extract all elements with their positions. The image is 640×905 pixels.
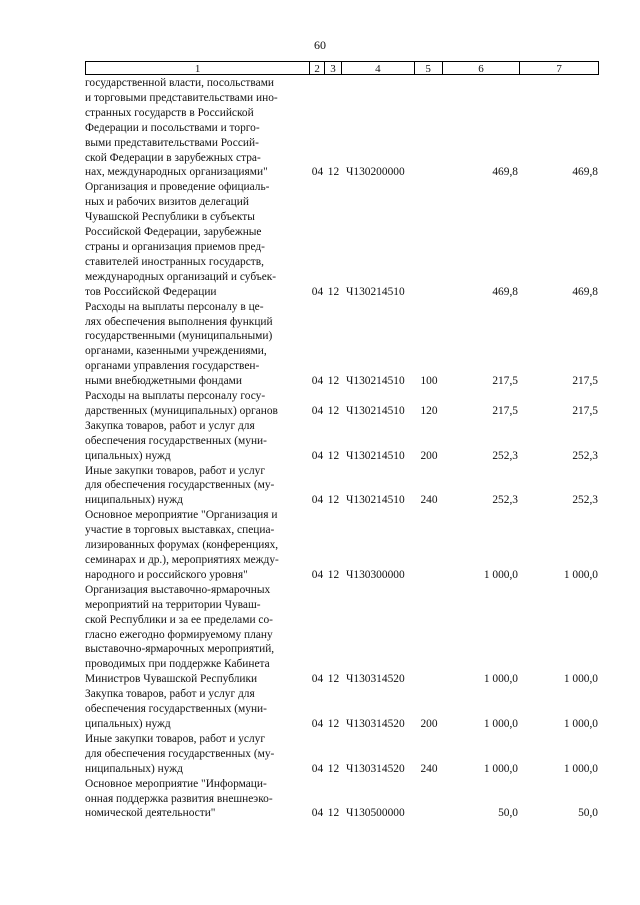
- row-target-article: Ч130500000: [346, 807, 405, 820]
- row-subsection: 12: [327, 404, 340, 417]
- row-description: [85, 732, 310, 777]
- description-line: Расходы на выплаты персоналу в це-: [85, 300, 264, 313]
- description-line: органами управления государствен-: [85, 360, 260, 373]
- description-line: проводимых при поддержке Кабинета: [85, 658, 270, 671]
- description-line: государственной власти, посольствами: [85, 77, 274, 89]
- table-row: [85, 464, 599, 509]
- row-subsection: 12: [327, 717, 340, 730]
- row-target-article: Ч130214510: [346, 494, 405, 507]
- table-row: [85, 687, 599, 732]
- description-line: нах, международных организациями": [85, 166, 268, 179]
- description-line: тов Российской Федерации: [85, 285, 217, 298]
- description-line: лях обеспечения выполнения функций: [85, 315, 273, 328]
- description-line: Закупка товаров, работ и услуг для: [85, 688, 255, 701]
- description-line: Иные закупки товаров, работ и услуг: [85, 464, 266, 477]
- row-section: 04: [311, 166, 324, 179]
- description-line: для обеспечения государственных (му-: [85, 747, 275, 760]
- row-description: [85, 180, 310, 299]
- row-amount-1: 1 000,0: [483, 762, 518, 775]
- description-line: семинарах и др.), мероприятиях между-: [85, 554, 279, 566]
- row-section: 04: [311, 375, 324, 388]
- row-amount-1: 469,8: [492, 166, 518, 179]
- row-section: 04: [311, 807, 324, 820]
- description-line: для обеспечения государственных (му-: [85, 479, 275, 492]
- row-subsection: 12: [327, 807, 340, 820]
- description-line: Основное мероприятие "Организация и: [85, 509, 278, 522]
- row-amount-2: 50,0: [578, 807, 598, 820]
- header-col-1: 1: [86, 62, 310, 74]
- row-subsection: 12: [327, 762, 340, 775]
- description-line: ципальных) нужд: [85, 449, 171, 462]
- row-target-article: Ч130314520: [346, 762, 405, 775]
- description-line: участие в торговых выставках, специа-: [85, 524, 275, 537]
- table-row: [85, 76, 599, 180]
- header-col-2: 2: [310, 62, 325, 74]
- row-target-article: Ч130214510: [346, 375, 405, 388]
- row-amount-1: 469,8: [492, 285, 518, 298]
- row-expense-type: 240: [420, 762, 438, 775]
- row-section: 04: [311, 673, 324, 686]
- row-expense-type: 240: [420, 494, 438, 507]
- row-subsection: 12: [327, 673, 340, 686]
- row-subsection: 12: [327, 568, 340, 581]
- row-description: [85, 389, 310, 419]
- row-description: [85, 508, 310, 583]
- row-description: [85, 76, 310, 180]
- description-line: Министров Чувашской Республики: [85, 673, 258, 686]
- row-subsection: 12: [327, 375, 340, 388]
- description-line: государственными (муниципальными): [85, 330, 273, 343]
- description-line: странных государств в Российской: [85, 106, 254, 119]
- description-line: гласно ежегодно формируемому плану: [85, 628, 273, 641]
- row-section: 04: [311, 404, 324, 417]
- row-expense-type: 100: [420, 375, 438, 388]
- row-amount-2: 1 000,0: [563, 673, 598, 686]
- row-target-article: Ч130214510: [346, 449, 405, 462]
- description-line: номической деятельности": [85, 807, 216, 820]
- row-target-article: Ч130214510: [346, 404, 405, 417]
- description-line: страны и организация приемов пред-: [85, 240, 265, 253]
- row-subsection: 12: [327, 166, 340, 179]
- description-line: народного и российского уровня": [85, 568, 248, 581]
- description-line: ных и рабочих визитов делегаций: [85, 196, 249, 209]
- row-section: 04: [311, 762, 324, 775]
- description-line: Организация и проведение официаль-: [85, 181, 270, 194]
- description-line: Организация выставочно-ярмарочных: [85, 583, 271, 596]
- row-amount-1: 217,5: [492, 375, 518, 388]
- description-line: ставителей иностранных государств,: [85, 255, 264, 268]
- description-line: выставочно-ярмарочных мероприятий,: [85, 643, 275, 656]
- budget-table-body: [85, 76, 599, 821]
- description-line: Расходы на выплаты персоналу госу-: [85, 390, 266, 403]
- row-amount-2: 217,5: [572, 375, 598, 388]
- row-target-article: Ч130300000: [346, 568, 405, 581]
- table-row: [85, 300, 599, 389]
- row-amount-2: 252,3: [572, 494, 598, 507]
- row-subsection: 12: [327, 285, 340, 298]
- description-line: ской Федерации в зарубежных стра-: [85, 151, 261, 164]
- row-description: [85, 777, 310, 822]
- row-amount-2: 469,8: [572, 285, 598, 298]
- row-description: [85, 687, 310, 732]
- header-col-7: 7: [556, 63, 562, 75]
- table-row: [85, 389, 599, 419]
- row-amount-1: 252,3: [492, 494, 518, 507]
- row-section: 04: [311, 449, 324, 462]
- description-line: лизированных форумах (конференциях,: [85, 539, 279, 552]
- description-line: ниципальных) нужд: [85, 494, 183, 507]
- row-section: 04: [311, 285, 324, 298]
- row-description: [85, 300, 310, 389]
- row-amount-2: 1 000,0: [563, 762, 598, 775]
- description-line: ными внебюджетными фондами: [85, 375, 242, 388]
- header-col-4: 4: [342, 62, 415, 74]
- table-row: [85, 508, 599, 583]
- description-line: Российской Федерации, зарубежные: [85, 226, 262, 239]
- row-section: 04: [311, 568, 324, 581]
- row-expense-type: 200: [420, 449, 438, 462]
- description-line: дарственных (муниципальных) органов: [85, 404, 278, 417]
- description-line: органами, казенными учреждениями,: [85, 345, 267, 358]
- description-line: ниципальных) нужд: [85, 762, 183, 775]
- row-section: 04: [311, 717, 324, 730]
- table-header: [85, 61, 599, 75]
- row-amount-2: 469,8: [572, 166, 598, 179]
- row-amount-1: 1 000,0: [483, 673, 518, 686]
- row-target-article: Ч130200000: [346, 166, 405, 179]
- row-amount-1: 50,0: [498, 807, 518, 820]
- description-line: обеспечения государственных (муни-: [85, 703, 267, 716]
- description-line: выми представительствами Россий-: [85, 136, 259, 149]
- row-description: [85, 419, 310, 464]
- description-line: мероприятий на территории Чуваш-: [85, 598, 261, 611]
- description-line: Чувашской Республики в субъекты: [85, 211, 255, 224]
- row-target-article: Ч130314520: [346, 673, 405, 686]
- row-expense-type: 200: [420, 717, 438, 730]
- row-amount-1: 1 000,0: [483, 568, 518, 581]
- description-line: обеспечения государственных (муни-: [85, 434, 267, 447]
- header-col-6: 6: [443, 62, 521, 74]
- header-col-3: 3: [325, 62, 342, 74]
- row-amount-1: 252,3: [492, 449, 518, 462]
- row-amount-2: 1 000,0: [563, 568, 598, 581]
- table-row: [85, 180, 599, 299]
- row-amount-1: 1 000,0: [483, 717, 518, 730]
- row-section: 04: [311, 494, 324, 507]
- description-line: и торговыми представительствами ино-: [85, 91, 278, 104]
- description-line: онная поддержка развития внешнеэко-: [85, 792, 273, 805]
- row-amount-2: 252,3: [572, 449, 598, 462]
- header-col-5: 5: [415, 62, 443, 74]
- description-line: международных организаций и субъек-: [85, 270, 277, 283]
- description-line: Основное мероприятие "Информаци-: [85, 777, 267, 790]
- row-target-article: Ч130214510: [346, 285, 405, 298]
- table-row: [85, 777, 599, 822]
- row-subsection: 12: [327, 449, 340, 462]
- description-line: ципальных) нужд: [85, 717, 171, 730]
- row-description: [85, 464, 310, 509]
- row-amount-1: 217,5: [492, 404, 518, 417]
- row-expense-type: 120: [420, 404, 438, 417]
- table-row: [85, 583, 599, 687]
- description-line: ской Республики и за ее пределами со-: [85, 613, 273, 626]
- description-line: Закупка товаров, работ и услуг для: [85, 419, 255, 432]
- page-number: 60: [314, 38, 326, 52]
- row-amount-2: 217,5: [572, 404, 598, 417]
- row-amount-2: 1 000,0: [563, 717, 598, 730]
- table-row: [85, 419, 599, 464]
- row-target-article: Ч130314520: [346, 717, 405, 730]
- description-line: Федерации и посольствами и торго-: [85, 121, 260, 134]
- row-subsection: 12: [327, 494, 340, 507]
- row-description: [85, 583, 310, 687]
- table-row: [85, 732, 599, 777]
- description-line: Иные закупки товаров, работ и услуг: [85, 732, 266, 745]
